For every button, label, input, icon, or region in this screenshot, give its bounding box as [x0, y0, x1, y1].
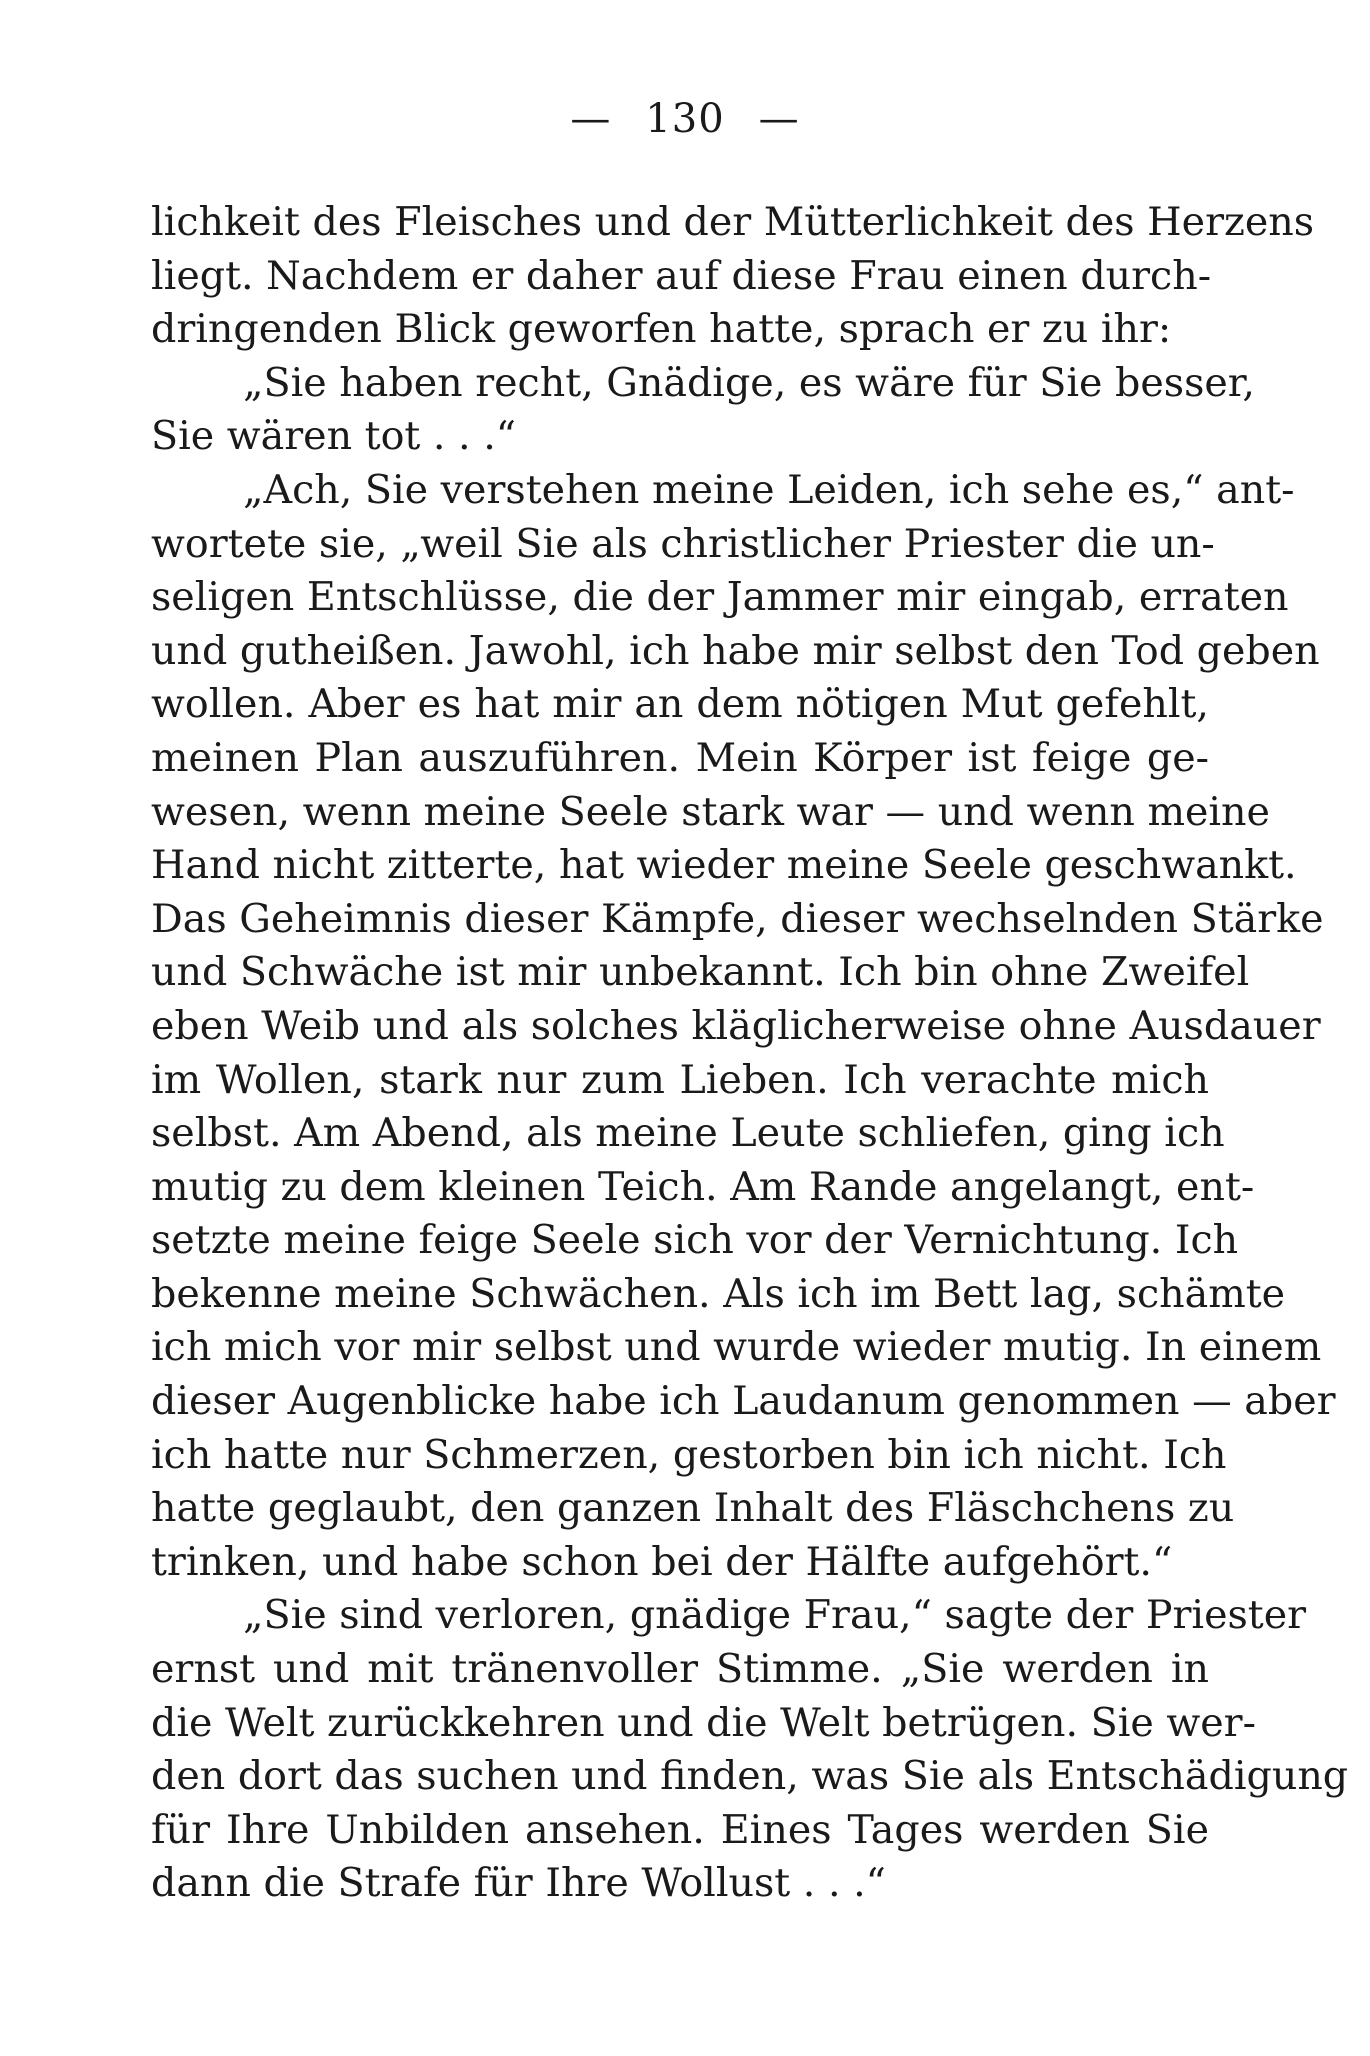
text-line: Das Geheimnis dieser Kämpfe, dieser wechselnden Stärke [151, 895, 1324, 942]
text-line: „Sie haben recht, Gnädige, es wäre für Sie besser, [243, 359, 1255, 406]
body-text [151, 196, 1349, 1911]
text-line: selbst. Am Abend, als meine Leute schliefen, ging ich [151, 1110, 1225, 1157]
text-line: ernst und mit tränenvoller Stimme. „Sie werden in [151, 1646, 1209, 1693]
text-line: lichkeit des Fleisches und der Mütterlichkeit des Herzens [151, 199, 1315, 245]
text-line: dann die Strafe für Ihre Wollust . . .“ [151, 1860, 886, 1907]
text-line: hatte geglaubt, den ganzen Inhalt des Fläschchens zu [151, 1485, 1235, 1532]
text-line: mutig zu dem kleinen Teich. Am Rande angelangt, ent- [151, 1163, 1255, 1210]
text-line: „Sie sind verloren, gnädige Frau,“ sagte der Priester [243, 1592, 1307, 1639]
text-line: die Welt zurückkehren und die Welt betrügen. Sie wer- [151, 1699, 1256, 1746]
header-dash-left: — [570, 96, 612, 142]
text-line: eben Weib und als solches kläglicherweise ohne Ausdauer [151, 1002, 1321, 1049]
text-line: und gutheißen. Jawohl, ich habe mir selbst den Tod geben [151, 627, 1320, 674]
text-line: seligen Entschlüsse, die der Jammer mir eingab, erraten [151, 574, 1289, 621]
text-line: „Ach, Sie verstehen meine Leiden, ich sehe es,“ ant- [243, 466, 1295, 513]
text-line: im Wollen, stark nur zum Lieben. Ich verachte mich [151, 1056, 1209, 1103]
text-line: ich mich vor mir selbst und wurde wieder mutig. In einem [151, 1324, 1322, 1371]
text-line: dieser Augenblicke habe ich Laudanum genommen — aber [151, 1378, 1336, 1425]
text-line: liegt. Nachdem er daher auf diese Frau einen durch- [151, 252, 1212, 299]
text-line: ich hatte nur Schmerzen, gestorben bin ich nicht. Ich [151, 1431, 1227, 1478]
text-line: wortete sie, „weil Sie als christlicher Priester die un- [151, 520, 1215, 567]
text-line: trinken, und habe schon bei der Hälfte aufgehört.“ [151, 1538, 1173, 1585]
page-header [0, 96, 1370, 142]
text-line: wesen, wenn meine Seele stark war — und wenn meine [151, 788, 1270, 835]
text-line: dringenden Blick geworfen hatte, sprach er zu ihr: [151, 306, 1172, 353]
text-line: wollen. Aber es hat mir an dem nötigen Mut gefehlt, [151, 681, 1209, 728]
text-line: Sie wären tot . . .“ [151, 413, 517, 460]
text-line: bekenne meine Schwächen. Als ich im Bett lag, schämte [151, 1270, 1286, 1317]
text-line: für Ihre Unbilden ansehen. Eines Tages werden Sie [151, 1806, 1209, 1853]
header-dash-right: — [758, 96, 800, 142]
page-number: 130 [645, 96, 725, 142]
text-line: setzte meine feige Seele sich vor der Vernichtung. Ich [151, 1217, 1239, 1264]
text-line: meinen Plan auszuführen. Mein Körper ist feige ge- [151, 734, 1209, 781]
text-line: Hand nicht zitterte, hat wieder meine Seele geschwankt. [151, 842, 1297, 889]
text-line: den dort das suchen und finden, was Sie als Entschädigung [151, 1753, 1349, 1800]
text-line: und Schwäche ist mir unbekannt. Ich bin ohne Zweifel [151, 949, 1250, 996]
